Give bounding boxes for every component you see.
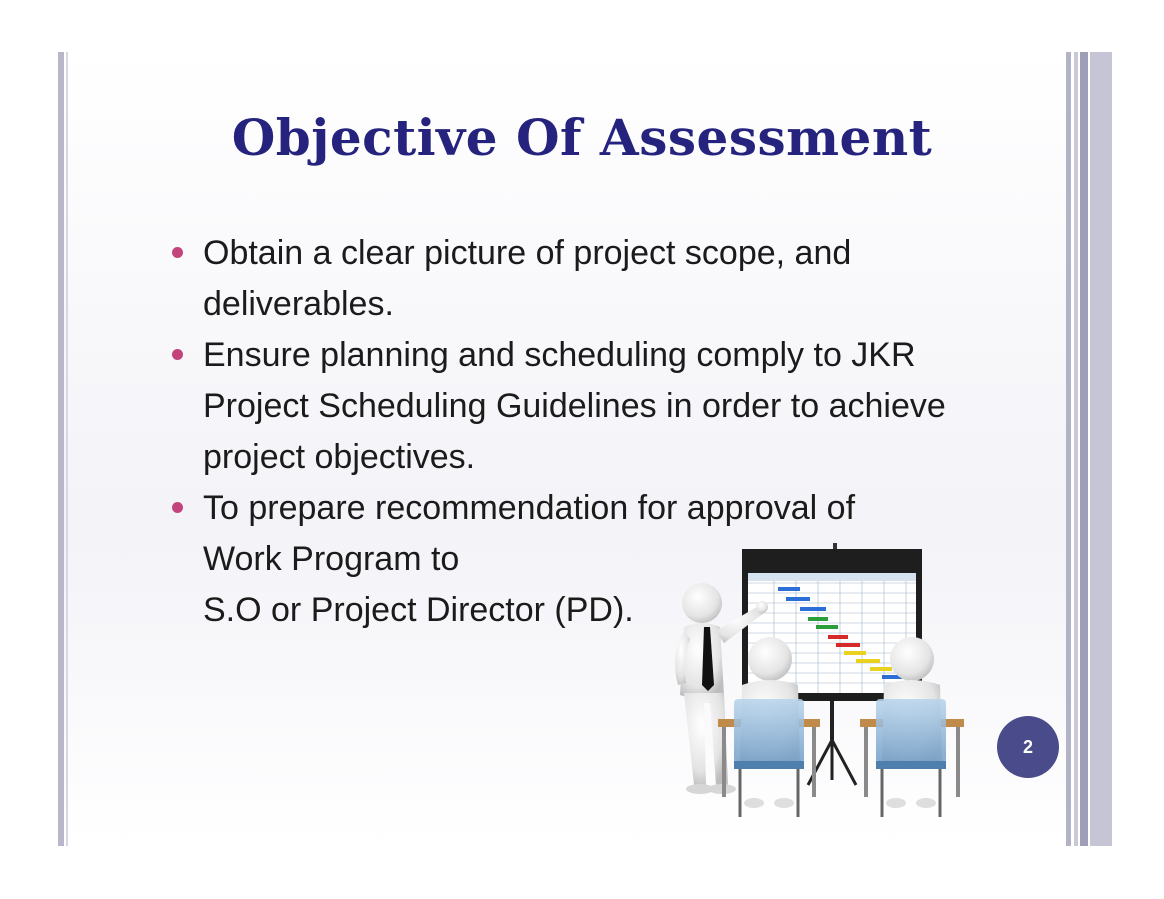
slide-right-border: [1066, 52, 1112, 846]
bullet-line: To prepare recommendation for approval of: [203, 489, 856, 527]
bullet-dot-icon: [172, 349, 183, 360]
bullet-line: Obtain a clear picture of project scope, and: [203, 234, 852, 272]
presentation-gantt-chart-illustration-icon: [650, 535, 995, 840]
bullet-line: Project Scheduling Guidelines in order to achieve: [203, 387, 946, 425]
bullet-line: deliverables.: [203, 285, 394, 323]
bullet-dot-icon: [172, 247, 183, 258]
bullet-line: Work Program to: [203, 540, 460, 578]
bullet-line: Ensure planning and scheduling comply to JKR: [203, 336, 916, 374]
page-number-badge: 2: [997, 716, 1059, 778]
bullet-line: S.O or Project Director (PD).: [203, 591, 634, 629]
bullet-line: project objectives.: [203, 438, 476, 476]
bullet-item: [170, 330, 1030, 483]
slide-left-border: [58, 52, 64, 846]
bullet-dot-icon: [172, 502, 183, 513]
slide-left-border-inner: [66, 52, 68, 846]
slide-title: Objective Of Assessment: [231, 108, 933, 167]
bullet-item: [170, 228, 1030, 330]
